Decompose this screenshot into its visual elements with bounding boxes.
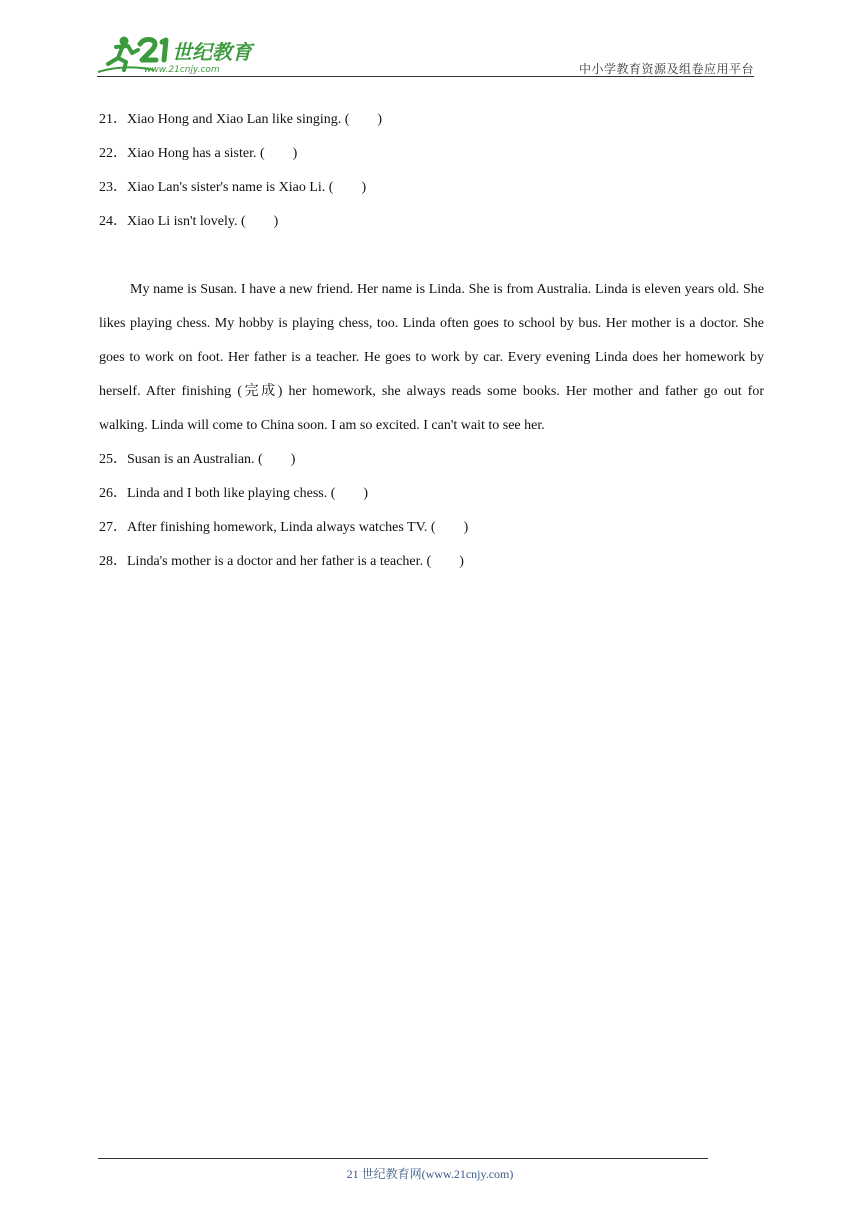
question-24 <box>99 205 764 239</box>
section-spacer <box>99 239 764 273</box>
question-27 <box>99 511 764 545</box>
question-25 <box>99 443 764 477</box>
question-text: Linda and I both like playing chess. ( <box>127 486 336 501</box>
question-text: Xiao Hong has a sister. ( <box>127 146 265 161</box>
page-header <box>0 0 860 80</box>
answer-close-paren: ) <box>361 180 367 195</box>
question-21 <box>99 103 764 137</box>
question-number: 26． <box>99 486 127 501</box>
question-text: Xiao Lan's sister's name is Xiao Li. ( <box>127 180 334 195</box>
question-number: 23． <box>99 180 127 195</box>
question-text: Susan is an Australian. ( <box>127 452 263 467</box>
footer-link[interactable]: 21 世纪教育网(www.21cnjy.com) <box>346 1167 514 1181</box>
answer-close-paren: ) <box>459 554 464 569</box>
question-text: Linda's mother is a doctor and her father is a teacher. ( <box>127 554 432 569</box>
question-text: After finishing homework, Linda always watches TV. ( <box>127 520 436 535</box>
question-number: 21． <box>99 112 127 127</box>
svg-text:世纪教育: 世纪教育 <box>172 40 252 64</box>
site-name: 中小学教育资源及组卷应用平台 <box>578 62 754 76</box>
question-number: 28． <box>99 554 127 569</box>
question-text: Xiao Li isn't lovely. ( <box>127 214 246 229</box>
question-number: 24． <box>99 214 127 229</box>
question-28 <box>99 545 764 579</box>
worksheet-content <box>99 103 764 579</box>
question-number: 22． <box>99 146 127 161</box>
header-divider <box>97 76 754 77</box>
question-23 <box>99 171 764 205</box>
answer-close-paren: ) <box>463 520 469 535</box>
question-text: Xiao Hong and Xiao Lan like singing. ( <box>127 112 350 127</box>
svg-text:www.21cnjy.com: www.21cnjy.com <box>144 65 220 75</box>
answer-close-paren: ) <box>273 214 279 229</box>
question-number: 25． <box>99 452 127 467</box>
runner-logo-icon <box>94 34 264 78</box>
question-26 <box>99 477 764 511</box>
footer-divider <box>98 1158 708 1159</box>
site-logo <box>94 34 264 78</box>
reading-passage: My name is Susan. I have a new friend. Her name is Linda. She is from Australia. Linda is eleven years old. She likes playing chess. My hobby is playing chess, too. Linda often goes to school by bus. Her mother is a doctor. She goes to work on foot. Her father is a teacher. He goes to work by car. Every evening Linda does her homework by herself. After finishing (完成) her homework, she always reads some books. Her mother and father go out for walking. Linda will come to China soon. I am so excited. I can't wait to see her. <box>99 282 764 433</box>
question-number: 27． <box>99 520 127 535</box>
answer-close-paren: ) <box>290 452 296 467</box>
answer-close-paren: ) <box>363 486 369 501</box>
question-22 <box>99 137 764 171</box>
answer-close-paren: ) <box>377 112 383 127</box>
answer-close-paren: ) <box>292 146 298 161</box>
